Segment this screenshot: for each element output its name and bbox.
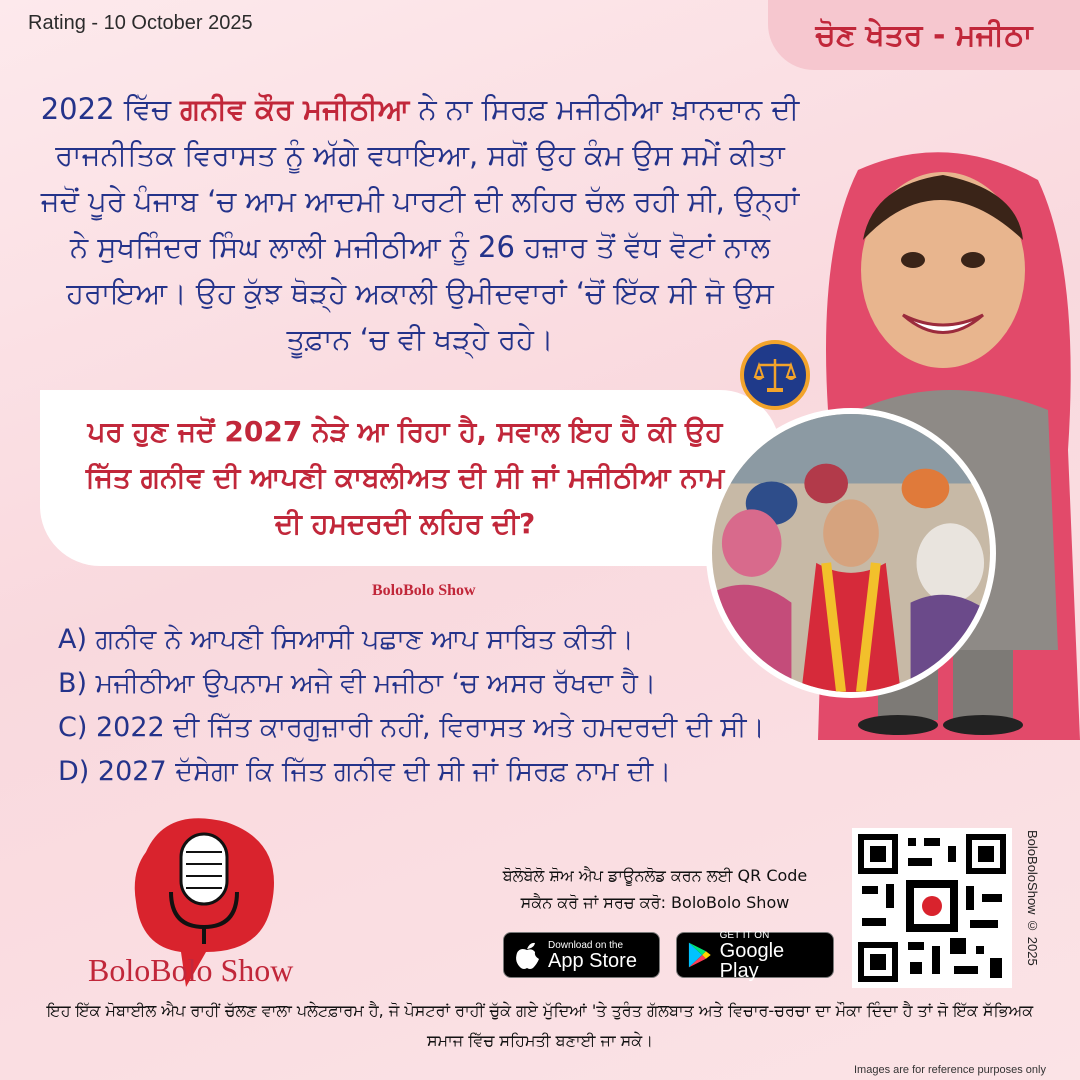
google-play-icon — [687, 941, 712, 969]
download-line-2: ਸਕੈਨ ਕਰੋ ਜਾਂ ਸਰਚ ਕਰੋ: BoloBolo Show — [520, 893, 790, 912]
platform-description: ਇਹ ਇੱਕ ਮੋਬਾਈਲ ਐਪ ਰਾਹੀਂ ਚੱਲਣ ਵਾਲਾ ਪਲੇਟਫ਼ਾਰਮ ਹੈ, ਜੋ ਪੋਸਟਰਾਂ ਰਾਹੀਂ ਚੁੱਕੇ ਗਏ ਮੁੱਦਿਆਂ 'ਤੇ ਤੁਰੰਤ ਗੱਲਬਾਤ ਅਤੇ ਵਿਚਾਰ-ਚਰਚਾ ਦਾ ਮੌਕਾ ਦਿੰਦਾ ਹੈ ਤਾਂ ਜੋ ਇੱਕ ਸੱਭਿਅਕ ਸਮਾਜ ਵਿੱਚ ਸਹਿਮਤੀ ਬਣਾਈ ਜਾ ਸਕੇ। — [46, 1001, 1034, 1050]
question-box — [40, 390, 780, 566]
intro-highlight-name: ਗਨੀਵ ਕੌਰ ਮਜੀਠੀਆ — [180, 92, 410, 126]
brand-watermark: BoloBolo Show — [372, 582, 476, 599]
google-play-button[interactable] — [676, 929, 834, 982]
intro-text-before: 2022 ਵਿੱਚ — [40, 92, 181, 126]
crowd-photo-illustration — [712, 414, 990, 692]
disclaimer: Images are for reference purposes only — [854, 1064, 1046, 1076]
app-store-big-label: App Store — [548, 949, 637, 972]
date-label: Rating - 10 October 2025 — [28, 12, 253, 34]
qr-code[interactable] — [852, 828, 1012, 988]
question-text: ਪਰ ਹੁਣ ਜਦੋਂ 2027 ਨੇੜੇ ਆ ਰਿਹਾ ਹੈ, ਸਵਾਲ ਇਹ ਹੈ ਕੀ ਉਹ ਜਿੱਤ ਗਨੀਵ ਦੀ ਆਪਣੀ ਕਾਬਲੀਅਤ ਦੀ ਸੀ ਜਾਂ ਮਜੀਠੀਆ ਨਾਮ ਦੀ ਹਮਦਰਦੀ ਲਹਿਰ ਦੀ? — [85, 415, 725, 540]
scale-of-justice-icon — [740, 340, 810, 410]
logo-name: BoloBolo Show — [88, 952, 294, 988]
option-d[interactable]: D) 2027 ਦੱਸੇਗਾ ਕਿ ਜਿੱਤ ਗਨੀਵ ਦੀ ਸੀ ਜਾਂ ਸਿਰਫ਼ ਨਾਮ ਦੀ। — [58, 756, 672, 787]
campaign-photo — [706, 408, 996, 698]
copyright-label: BoloBoloShow © 2025 — [1025, 830, 1040, 966]
poll-options — [58, 618, 848, 794]
google-play-big-label: Google Play — [719, 939, 785, 982]
constituency-tab: ਚੋਣ ਖੇਤਰ - ਮਜੀਠਾ — [768, 0, 1080, 70]
app-store-small-label: Download on the — [548, 939, 624, 951]
option-a[interactable]: A) ਗਨੀਵ ਨੇ ਆਪਣੀ ਸਿਆਸੀ ਪਛਾਣ ਆਪ ਸਾਬਿਤ ਕੀਤੀ। — [58, 624, 634, 655]
download-instructions — [470, 862, 840, 916]
google-play-small-label: GET IT ON — [719, 929, 770, 941]
app-store-button[interactable] — [503, 932, 660, 978]
qr-code-graphic — [858, 834, 1006, 982]
intro-paragraph — [40, 86, 800, 362]
option-b[interactable]: B) ਮਜੀਠੀਆ ਉਪਨਾਮ ਅਜੇ ਵੀ ਮਜੀਠਾ ‘ਚ ਅਸਰ ਰੱਖਦਾ ਹੈ। — [58, 668, 657, 699]
download-line-1: ਬੋਲੋਬੋਲੋ ਸ਼ੋਅ ਐਪ ਡਾਊਨਲੋਡ ਕਰਨ ਲਈ QR Code — [502, 866, 808, 885]
apple-icon — [514, 940, 540, 970]
option-c[interactable]: C) 2022 ਦੀ ਜਿੱਤ ਕਾਰਗੁਜ਼ਾਰੀ ਨਹੀਂ, ਵਿਰਾਸਤ ਅਤੇ ਹਮਦਰਦੀ ਦੀ ਸੀ। — [58, 712, 765, 743]
intro-text-after: ਨੇ ਨਾ ਸਿਰਫ਼ ਮਜੀਠੀਆ ਖ਼ਾਨਦਾਨ ਦੀ ਰਾਜਨੀਤਿਕ ਵਿਰਾਸਤ ਨੂੰ ਅੱਗੇ ਵਧਾਇਆ, ਸਗੋਂ ਉਹ ਕੰਮ ਉਸ ਸਮੇਂ ਕੀਤਾ ਜਦੋਂ ਪੂਰੇ ਪੰਜਾਬ ‘ਚ ਆਮ ਆਦਮੀ ਪਾਰਟੀ ਦੀ ਲਹਿਰ ਚੱਲ ਰਹੀ ਸੀ, ਉਨ੍ਹਾਂ ਨੇ ਸੁਖਜਿੰਦਰ ਸਿੰਘ ਲਾਲੀ ਮਜੀਠੀਆ ਨੂੰ 26 ਹਜ਼ਾਰ ਤੋਂ ਵੱਧ ਵੋਟਾਂ ਨਾਲ ਹਰਾਇਆ। ਉਹ ਕੁੱਝ ਥੋੜ੍ਹੇ ਅਕਾਲੀ ਉਮੀਦਵਾਰਾਂ ‘ਚੋਂ ਇੱਕ ਸੀ ਜੋ ਉਸ ਤੂਫ਼ਾਨ ‘ਚ ਵੀ ਖੜ੍ਹੇ ਰਹੇ। — [40, 92, 800, 356]
